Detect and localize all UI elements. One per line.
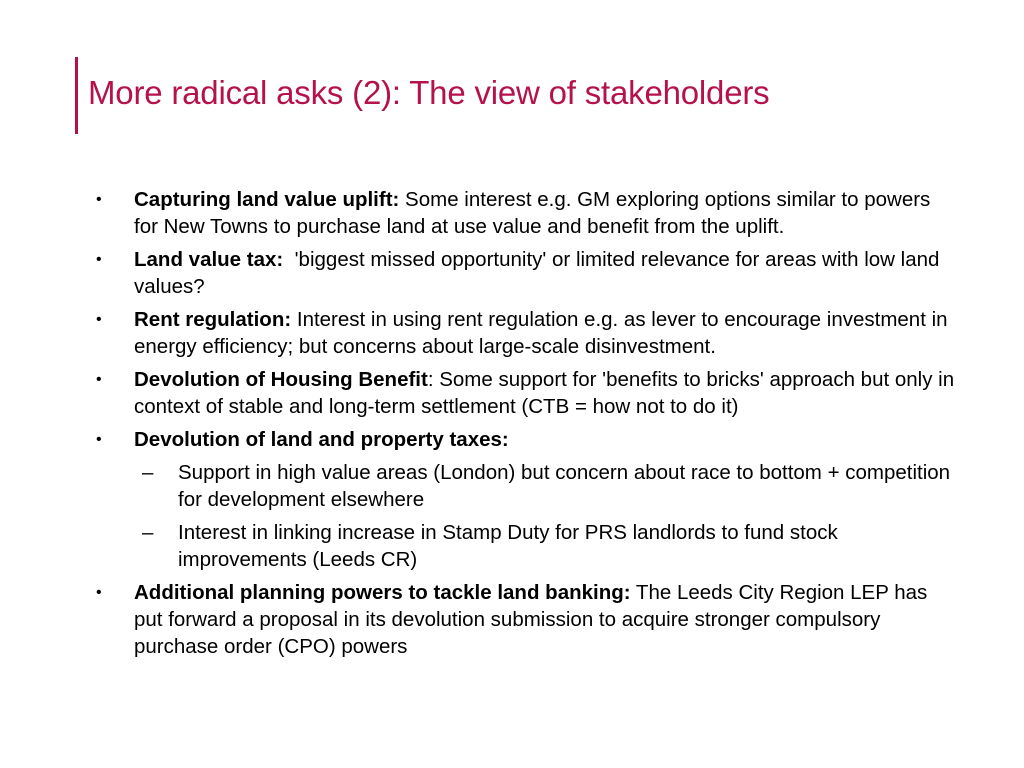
sub-item-stamp-duty bbox=[96, 519, 956, 573]
bullet-list bbox=[96, 186, 956, 666]
title-accent-bar bbox=[75, 57, 78, 134]
bullet-label: Land value tax: bbox=[134, 248, 284, 271]
bullet-text: : Some support for 'benefits to bricks' approach but only in context of stable and long-term settlement (CTB = how not to do it) bbox=[134, 368, 955, 418]
sub-item-high-value-areas bbox=[96, 459, 956, 513]
bullet-item-land-value-uplift bbox=[96, 186, 956, 240]
bullet-label: Devolution of Housing Benefit bbox=[134, 368, 428, 391]
bullet-item-planning-powers bbox=[96, 579, 956, 660]
dash-icon: – bbox=[142, 521, 154, 544]
bullet-icon: • bbox=[96, 191, 102, 208]
bullet-label: Rent regulation: bbox=[134, 308, 292, 331]
dash-icon: – bbox=[142, 461, 154, 484]
bullet-icon: • bbox=[96, 371, 102, 388]
bullet-icon: • bbox=[96, 431, 102, 448]
bullet-item-land-value-tax bbox=[96, 246, 956, 300]
bullet-text: The Leeds City Region LEP has put forward a proposal in its devolution submission to acquire stronger compulsory purchase order (CPO) powers bbox=[134, 581, 928, 658]
bullet-label: Capturing land value uplift: bbox=[134, 188, 400, 211]
bullet-text: 'biggest missed opportunity' or limited relevance for areas with low land values? bbox=[134, 248, 946, 298]
bullet-icon: • bbox=[96, 251, 102, 268]
sub-item-text: Support in high value areas (London) but concern about race to bottom + competition for development elsewhere bbox=[178, 461, 951, 511]
bullet-icon: • bbox=[96, 311, 102, 328]
bullet-text: Interest in using rent regulation e.g. as lever to encourage investment in energy efficiency; but concerns about large-scale disinvestment. bbox=[134, 308, 948, 358]
bullet-text: Some interest e.g. GM exploring options similar to powers for New Towns to purchase land at use value and benefit from the uplift. bbox=[134, 188, 931, 238]
bullet-icon: • bbox=[96, 584, 102, 601]
bullet-item-rent-regulation bbox=[96, 306, 956, 360]
bullet-label: Devolution of land and property taxes: bbox=[134, 428, 509, 451]
bullet-item-property-taxes bbox=[96, 426, 956, 453]
slide-title: More radical asks (2): The view of stakeholders bbox=[88, 74, 770, 111]
sub-item-text: Interest in linking increase in Stamp Duty for PRS landlords to fund stock improvements (Leeds CR) bbox=[178, 521, 838, 571]
bullet-label: Additional planning powers to tackle land banking: bbox=[134, 581, 631, 604]
bullet-item-housing-benefit bbox=[96, 366, 956, 420]
